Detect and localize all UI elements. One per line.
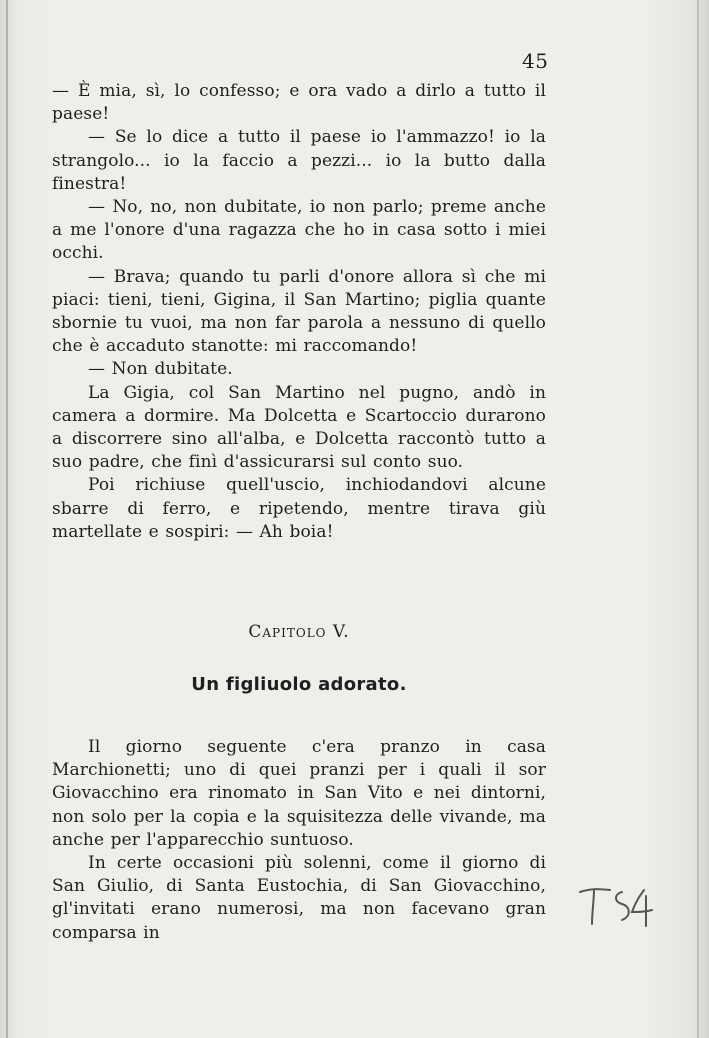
- paragraph-top-7: Poi richiuse quell'uscio, inchiodandovi alcune sbarre di ferro, e ripetendo, mentre tirava giù martellate e sospiri: — Ah boia!: [52, 475, 546, 542]
- bottom-text-block: [52, 736, 546, 945]
- handwritten-annotation: [576, 882, 656, 930]
- page-left-edge: [6, 0, 8, 1038]
- paragraph-bottom-2: In certe occasioni più solenni, come il giorno di San Giulio, di Santa Eustochia, di San Giovacchino, gl'invitati erano numerosi, ma non facevano gran comparsa in: [52, 853, 546, 943]
- paragraph-top-3: — No, no, non dubitate, io non parlo; preme anche a me l'onore d'una ragazza che ho in casa sotto i miei occhi.: [52, 197, 546, 264]
- page-number: 45: [522, 49, 549, 73]
- chapter-label: Capitolo V.: [248, 622, 350, 642]
- paragraph-top-5: — Non dubitate.: [88, 359, 233, 380]
- chapter-title: Un figliuolo adorato.: [191, 674, 407, 695]
- top-text-block: [52, 80, 546, 544]
- paragraph-top-2: — Se lo dice a tutto il paese io l'ammazzo! io la strangolo... io la faccio a pezzi... io la butto dalla finestra!: [52, 127, 546, 194]
- paragraph-top-4: — Brava; quando tu parli d'onore allora sì che mi piaci: tieni, tieni, Gigina, il San Martino; piglia quante sbornie tu vuoi, ma non far parola a nessuno di quello che è accaduto stanotte: mi raccomando!: [52, 266, 546, 357]
- paragraph-bottom-1: Il giorno seguente c'era pranzo in casa Marchionetti; uno di quei pranzi per i quali il sor Giovacchino era rinomato in San Vito e nei dintorni, non solo per la copia e la squisitezza delle vivande, ma anche per l'apparecchio suntuoso.: [52, 737, 546, 850]
- paragraph-top-6: La Gigia, col San Martino nel pugno, andò in camera a dormire. Ma Dolcetta e Scartoccio durarono a discorrere sino all'alba, e Dolcetta raccontò tutto a suo padre, che finì d'assicurarsi sul conto suo.: [52, 382, 546, 473]
- paragraph-top-1: — È mia, sì, lo confesso; e ora vado a dirlo a tutto il paese!: [52, 81, 546, 125]
- page-right-edge: [697, 0, 699, 1038]
